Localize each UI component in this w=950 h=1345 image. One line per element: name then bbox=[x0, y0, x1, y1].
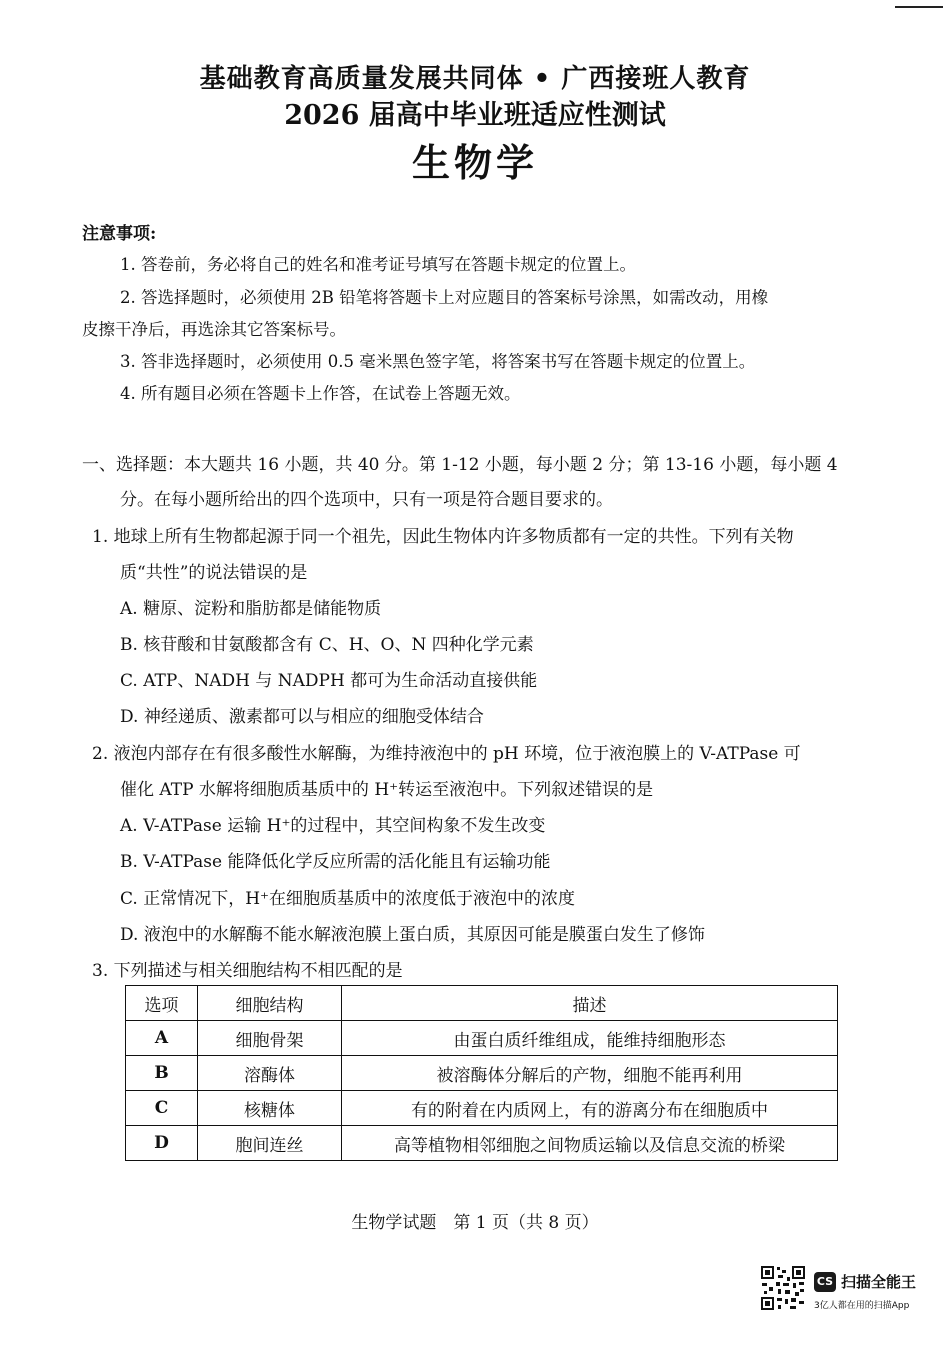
notice-item-4: 4. 所有题目必须在答题卡上作答，在试卷上答题无效。 bbox=[120, 384, 521, 403]
q1-option-d: D. 神经递质、激素都可以与相应的细胞受体结合 bbox=[120, 707, 484, 727]
table-header: 选项 bbox=[126, 986, 198, 1021]
q1-stem: 1. 地球上所有生物都起源于同一个祖先，因此生物体内许多物质都有一定的共性。下列有关物 bbox=[92, 527, 794, 547]
section-heading: 一、选择题：本大题共 16 小题，共 40 分。第 1-12 小题，每小题 2 分；第 13-16 小题，每小题 4 bbox=[82, 455, 838, 475]
table-cell: 胞间连丝 bbox=[198, 1126, 342, 1161]
notice-item-2: 2. 答选择题时，必须使用 2B 铅笔将答题卡上对应题目的答案标号涂黑，如需改动，用橡 bbox=[120, 288, 769, 307]
notice-item-1: 1. 答卷前，务必将自己的姓名和准考证号填写在答题卡规定的位置上。 bbox=[120, 255, 636, 274]
scanner-tagline: 3亿人都在用的扫描App bbox=[814, 1301, 910, 1311]
q1-stem-cont: 质“共性”的说法错误的是 bbox=[120, 563, 308, 583]
section-heading-cont: 分。在每小题所给出的四个选项中，只有一项是符合题目要求的。 bbox=[120, 490, 613, 510]
table-row bbox=[126, 1091, 838, 1126]
q1-option-b: B. 核苷酸和甘氨酸都含有 C、H、O、N 四种化学元素 bbox=[120, 635, 534, 655]
scanner-app-name: 扫描全能王 bbox=[841, 1273, 917, 1291]
table-cell: 细胞骨架 bbox=[198, 1021, 342, 1056]
table-cell: A bbox=[126, 1021, 198, 1056]
table-cell: 高等植物相邻细胞之间物质运输以及信息交流的桥梁 bbox=[342, 1126, 838, 1161]
table-header-row bbox=[126, 986, 838, 1021]
cs-logo-icon: CS bbox=[814, 1272, 836, 1292]
table-cell: 被溶酶体分解后的产物，细胞不能再利用 bbox=[342, 1056, 838, 1091]
q2-stem: 2. 液泡内部存在有很多酸性水解酶，为维持液泡中的 pH 环境，位于液泡膜上的 V-ATPase 可 bbox=[92, 744, 801, 764]
table-cell: 由蛋白质纤维组成，能维持细胞形态 bbox=[342, 1021, 838, 1056]
table-cell: 核糖体 bbox=[198, 1091, 342, 1126]
table-row bbox=[126, 1056, 838, 1091]
table-cell: D bbox=[126, 1126, 198, 1161]
q3-stem: 3. 下列描述与相关细胞结构不相匹配的是 bbox=[92, 961, 403, 981]
table-header: 描述 bbox=[342, 986, 838, 1021]
notice-title: 注意事项: bbox=[82, 224, 157, 244]
q2-option-d: D. 液泡中的水解酶不能水解液泡膜上蛋白质，其原因可能是膜蛋白发生了修饰 bbox=[120, 925, 705, 945]
corner-mark bbox=[895, 6, 943, 8]
table-cell: C bbox=[126, 1091, 198, 1126]
table-cell: B bbox=[126, 1056, 198, 1091]
notice-item-3: 3. 答非选择题时，必须使用 0.5 毫米黑色签字笔，将答案书写在答题卡规定的位置上。 bbox=[120, 352, 756, 371]
table-header: 细胞结构 bbox=[198, 986, 342, 1021]
q2-option-a: A. V-ATPase 运输 H⁺的过程中，其空间构象不发生改变 bbox=[120, 816, 546, 836]
q1-option-a: A. 糖原、淀粉和脂肪都是储能物质 bbox=[120, 599, 382, 619]
qr-code-icon bbox=[760, 1265, 806, 1311]
page-footer: 生物学试题 第 1 页（共 8 页） bbox=[351, 1213, 599, 1233]
q2-option-c: C. 正常情况下，H⁺在细胞质基质中的浓度低于液泡中的浓度 bbox=[120, 889, 576, 909]
q3-table bbox=[125, 985, 838, 1161]
q2-stem-cont: 催化 ATP 水解将细胞质基质中的 H⁺转运至液泡中。下列叙述错误的是 bbox=[120, 780, 654, 800]
table-row bbox=[126, 1126, 838, 1161]
table-cell: 有的附着在内质网上，有的游离分布在细胞质中 bbox=[342, 1091, 838, 1126]
table-cell: 溶酶体 bbox=[198, 1056, 342, 1091]
subject-title: 生物学 bbox=[411, 140, 538, 185]
table-row bbox=[126, 1021, 838, 1056]
exam-title: 2026 届高中毕业班适应性测试 bbox=[284, 100, 666, 131]
notice-item-2-cont: 皮擦干净后，再选涂其它答案标号。 bbox=[82, 320, 346, 339]
q2-option-b: B. V-ATPase 能降低化学反应所需的活化能且有运输功能 bbox=[120, 852, 551, 872]
q1-option-c: C. ATP、NADH 与 NADPH 都可为生命活动直接供能 bbox=[120, 671, 538, 691]
exam-organizer: 基础教育高质量发展共同体 • 广西接班人教育 bbox=[199, 64, 751, 94]
